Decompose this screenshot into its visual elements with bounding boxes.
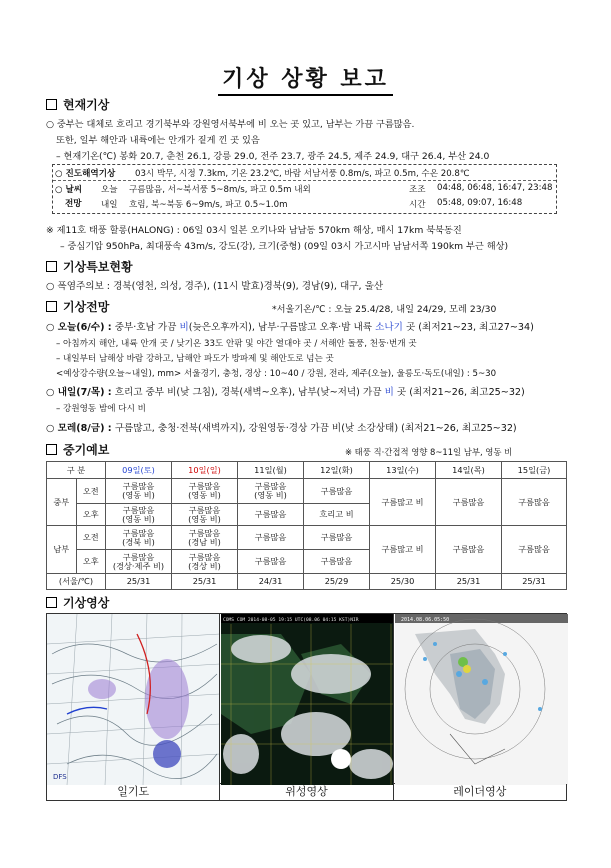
seoul-temp-cell: 25/29 [304,574,370,590]
tide-label: 조조 [409,185,426,195]
tomorrow-text: 흐림, 북~북동 6~9m/s, 파고 0.5~1.0m [129,200,288,210]
forecast-cell: 구름많음 (경상 비) [172,550,238,574]
imagery-captions [46,784,567,801]
jindo-label: ○ 진도해역기상 [55,169,116,179]
forecast-cell: 흐리고 비 [304,504,370,526]
forecast-cell: 구름많음 (경상·제주 비) [106,550,172,574]
caption-satellite: 위성영상 [220,784,393,800]
midterm-table [46,461,567,590]
period-cell: 오전 [76,479,106,504]
forecast-cell: 구름많음 (경남 비) [172,526,238,550]
forecast-cell: 구름많고 비 [370,526,436,574]
section-current: 현재기상 [46,96,109,113]
forecast-cell: 구름많고 비 [370,479,436,526]
page-title: 기상 상황 보고 [0,62,611,93]
rainfall-forecast: <예상강수량(오늘~내일), mm> 서울경기, 충청, 경상 : 10~40 / 강원, 전라, 제주(오늘), 울릉도·독도(내일) : 5~30 [56,369,497,379]
seoul-temp-cell: 25/31 [172,574,238,590]
checkbox-square-icon [46,597,57,608]
today-outlook: ○ 오늘(6/수) : 중부·호남 가끔 비(늦은오후까지), 남부·구름많고 오후·밤 내륙 소나기 곳 (최저21~23, 최고27~34) [46,322,534,333]
seoul-label: (서울/℃) [47,574,106,590]
section-special: 기상특보현황 [46,258,133,275]
forecast-cell: 구름많음 (영동 비) [238,479,304,504]
seoul-temp-cell: 25/30 [370,574,436,590]
region-cell: 중부 [47,479,77,526]
forecast-cell: 구름많음 (영동 비) [172,504,238,526]
period-cell: 오전 [76,526,106,550]
checkbox-square-icon [46,444,57,455]
forecast-cell: 구름많음 [436,526,502,574]
tomorrow-detail-1: – 강원영동 밤에 다시 비 [56,404,146,414]
forecast-cell: 구름많음 [238,550,304,574]
time-text: 05:48, 09:07, 16:48 [437,198,523,208]
day-header: 13일(수) [370,462,436,479]
forecast-cell: 구름많음 [436,479,502,526]
caption-weather-chart: 일기도 [47,784,220,800]
col-label: 구 분 [47,462,106,479]
typhoon-line-2: – 중심기압 950hPa, 최대풍속 43m/s, 강도(강), 크기(중형) (09일 03시 가고시마 남남서쪽 190km 부근 해상) [60,241,509,252]
day-header: 14일(목) [436,462,502,479]
outlook-label-2: 전망 [65,199,82,209]
midterm-note: ※ 태풍 직·간접적 영향 8~11일 남부, 영동 비 [345,447,513,457]
radar-image [395,614,568,785]
satellite-image [221,614,394,785]
forecast-cell: 구름많음 [304,479,370,504]
day-header: 10일(일) [172,462,238,479]
forecast-cell: 구름많음 (영동 비) [172,479,238,504]
seoul-temp-cell: 24/31 [238,574,304,590]
forecast-cell: 구름많음 [238,504,304,526]
jindo-text: 03시 박무, 시정 7.3km, 기온 23.2℃, 바람 서남서풍 0.8m/s, 파고 0.5m, 수온 20.8℃ [135,169,470,179]
forecast-cell: 구름많음 [304,550,370,574]
region-cell: 남부 [47,526,77,574]
day-header: 11일(월) [238,462,304,479]
dayafter-outlook: ○ 모레(8/금) : 구름많고, 충청·전북(새벽까지), 강원영동·경상 가끔 비(낮 소강상태) (최저21~26, 최고25~32) [46,423,517,434]
svg-text:DFS: DFS [53,773,67,781]
forecast-cell: 구름많음 [238,526,304,550]
day-header: 12일(화) [304,462,370,479]
period-cell: 오후 [76,504,106,526]
typhoon-line: ※ 제11호 태풍 할롱(HALONG) : 06일 03시 일본 오키나와 남남동 570km 해상, 매시 17km 북북동진 [46,225,462,236]
forecast-cell: 구름많음 (경북 비) [106,526,172,550]
today-detail-2: – 내일부터 남해상 바람 강하고, 남해안 파도가 방파제 및 해안도로 넘는 곳 [56,354,334,364]
seoul-temp-cell: 25/31 [436,574,502,590]
svg-text:COMS COM 2014-08-05 19:15 UTC(: COMS COM 2014-08-05 19:15 UTC(08.06 04:15 KST)NIR [223,618,359,623]
imagery-panel [46,613,567,784]
checkbox-square-icon [46,261,57,272]
current-summary-1: ○ 중부는 대체로 흐리고 경기북부와 강원영서북부에 비 오는 곳 있고, 남부는 가끔 구름많음. [46,119,415,130]
weather-chart-image [47,614,220,785]
svg-text:2014.08.06.05:50: 2014.08.06.05:50 [401,617,450,623]
tomorrow-outlook: ○ 내일(7/목) : 흐리고 중부 비(낮 그침), 경북(새벽~오후), 남부(낮~저녁) 가끔 비 곳 (최저21~26, 최고25~32) [46,387,525,398]
forecast-cell: 구름많음 [304,526,370,550]
forecast-cell: 구름많음 [502,526,567,574]
day-header: 15일(금) [502,462,567,479]
checkbox-square-icon [46,301,57,312]
outlook-label-1: ○ 날씨 [55,185,83,195]
today-label: 오늘 [101,185,118,195]
time-label: 시간 [409,200,426,210]
forecast-cell: 구름많음 (영동 비) [106,504,172,526]
forecast-cell: 구름많음 (영동 비) [106,479,172,504]
marine-box [52,164,557,214]
day-header: 09일(토) [106,462,172,479]
today-detail-1: – 아침까지 해안, 내륙 안개 곳 / 낮기온 33도 안팎 및 야간 열대야 곳 / 서해안 돌풍, 천둥·번개 곳 [56,339,417,349]
seoul-temp-cell: 25/31 [106,574,172,590]
caption-radar: 레이더영상 [453,785,507,798]
period-cell: 오후 [76,550,106,574]
special-text: ○ 폭염주의보 : 경북(영천, 의성, 경주), (11시 발효)경북(9), 경남(9), 대구, 울산 [46,281,384,292]
checkbox-square-icon [46,99,57,110]
section-outlook: 기상전망 [46,298,109,315]
current-summary-2: 또한, 일부 해안과 내륙에는 안개가 짙게 낀 곳 있음 [56,135,260,146]
seoul-temp-cell: 25/31 [502,574,567,590]
seoul-temp: *서울기온/℃ : 오늘 25.4/28, 내일 24/29, 모레 23/30 [272,304,497,315]
current-temps: – 현재기온(℃) 봉화 20.7, 춘천 26.1, 강릉 29.0, 전주 23.7, 광주 24.5, 제주 24.9, 대구 26.4, 부산 24.0 [56,151,490,162]
forecast-cell: 구름많음 [502,479,567,526]
section-imagery: 기상영상 [46,594,109,611]
section-midterm: 중기예보 [46,441,109,458]
tomorrow-label: 내일 [101,200,118,210]
tide-text: 04:48, 06:48, 16:47, 23:48 [437,183,553,193]
today-text: 구름많음, 서~북서풍 5~8m/s, 파고 0.5m 내외 [129,185,311,195]
